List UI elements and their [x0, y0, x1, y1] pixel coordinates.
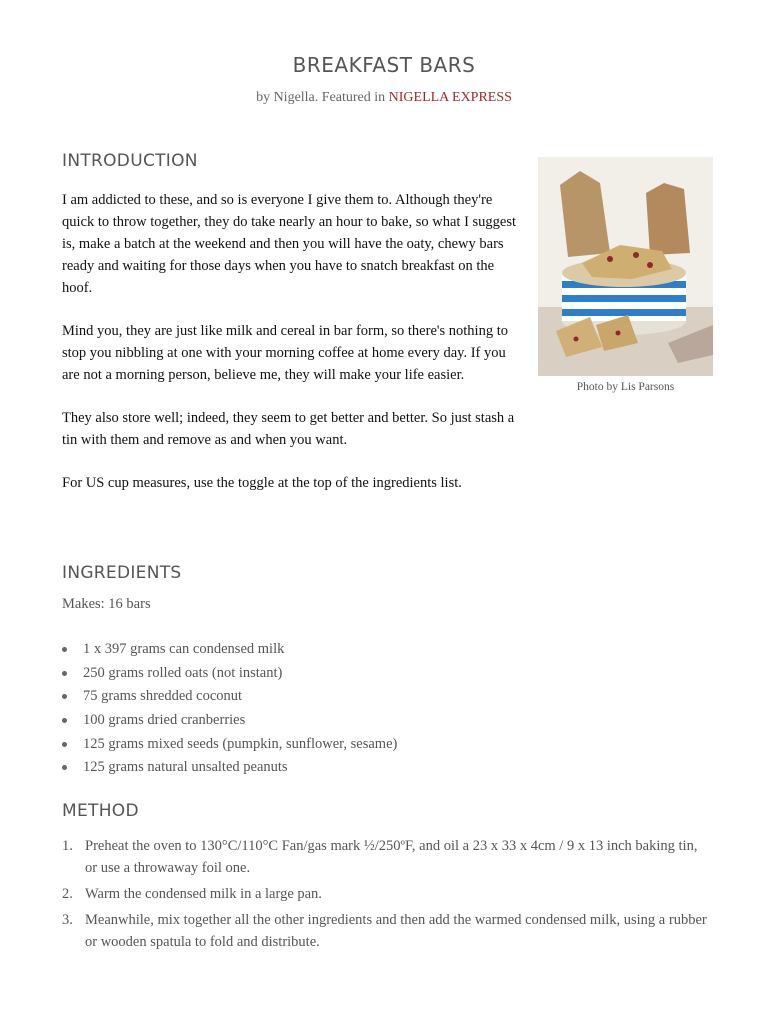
step-number: 1.: [62, 838, 73, 854]
ingredients-heading: INGREDIENTS: [62, 563, 182, 583]
recipe-photo: [538, 157, 713, 376]
ingredient-item: 250 grams rolled oats (not instant): [62, 663, 397, 687]
ingredient-item: 75 grams shredded coconut: [62, 686, 397, 710]
book-link[interactable]: NIGELLA EXPRESS: [388, 90, 512, 105]
step-text: Warm the condensed milk in a large pan.: [85, 886, 322, 902]
method-heading: METHOD: [62, 801, 139, 821]
recipe-photo-block: [538, 157, 713, 393]
ingredients-list: [62, 639, 397, 781]
introduction-text: [62, 189, 517, 515]
method-step: [62, 835, 712, 879]
intro-paragraph: I am addicted to these, and so is everyone I give them to. Although they're quick to throw together, they do take nearly an hour to bake, so what I suggest is, make a batch at the weekend and then you will have the oaty, chewy bars ready and waiting for those days when you have to snatch breakfast on the hoof.: [62, 192, 517, 296]
intro-paragraph: Mind you, they are just like milk and cereal in bar form, so there's nothing to stop you nibbling at one with your morning coffee at home every day. If you are not a morning person, believe me, they will make your life easier.: [62, 323, 508, 383]
step-number: 2.: [62, 886, 73, 902]
servings-text: Makes: 16 bars: [62, 596, 151, 612]
ingredient-item: 1 x 397 grams can condensed milk: [62, 639, 397, 663]
recipe-title: BREAKFAST BARS: [292, 53, 476, 77]
introduction-heading: INTRODUCTION: [62, 151, 198, 171]
ingredient-item: 125 grams natural unsalted peanuts: [62, 757, 397, 781]
method-step: [62, 909, 712, 953]
ingredient-item: 100 grams dried cranberries: [62, 710, 397, 734]
photo-caption: Photo by Lis Parsons: [576, 381, 675, 393]
method-list: [62, 835, 712, 957]
method-step: [62, 883, 712, 905]
intro-paragraph: They also store well; indeed, they seem to get better and better. So just stash a tin with them and remove as and when you want.: [62, 410, 515, 448]
ingredient-item: 125 grams mixed seeds (pumpkin, sunflower, sesame): [62, 734, 397, 758]
step-text: Preheat the oven to 130°C/110°C Fan/gas mark ½/250ºF, and oil a 23 x 33 x 4cm / 9 x 13 inch baking tin, or use a throwaway foil one.: [85, 838, 698, 876]
byline-prefix: by Nigella. Featured in: [256, 90, 389, 105]
step-text: Meanwhile, mix together all the other ingredients and then add the warmed condensed milk, using a rubber or wooden spatula to fold and distribute.: [85, 912, 707, 950]
step-number: 3.: [62, 912, 73, 928]
intro-paragraph: For US cup measures, use the toggle at the top of the ingredients list.: [62, 475, 462, 491]
byline: [0, 90, 768, 106]
